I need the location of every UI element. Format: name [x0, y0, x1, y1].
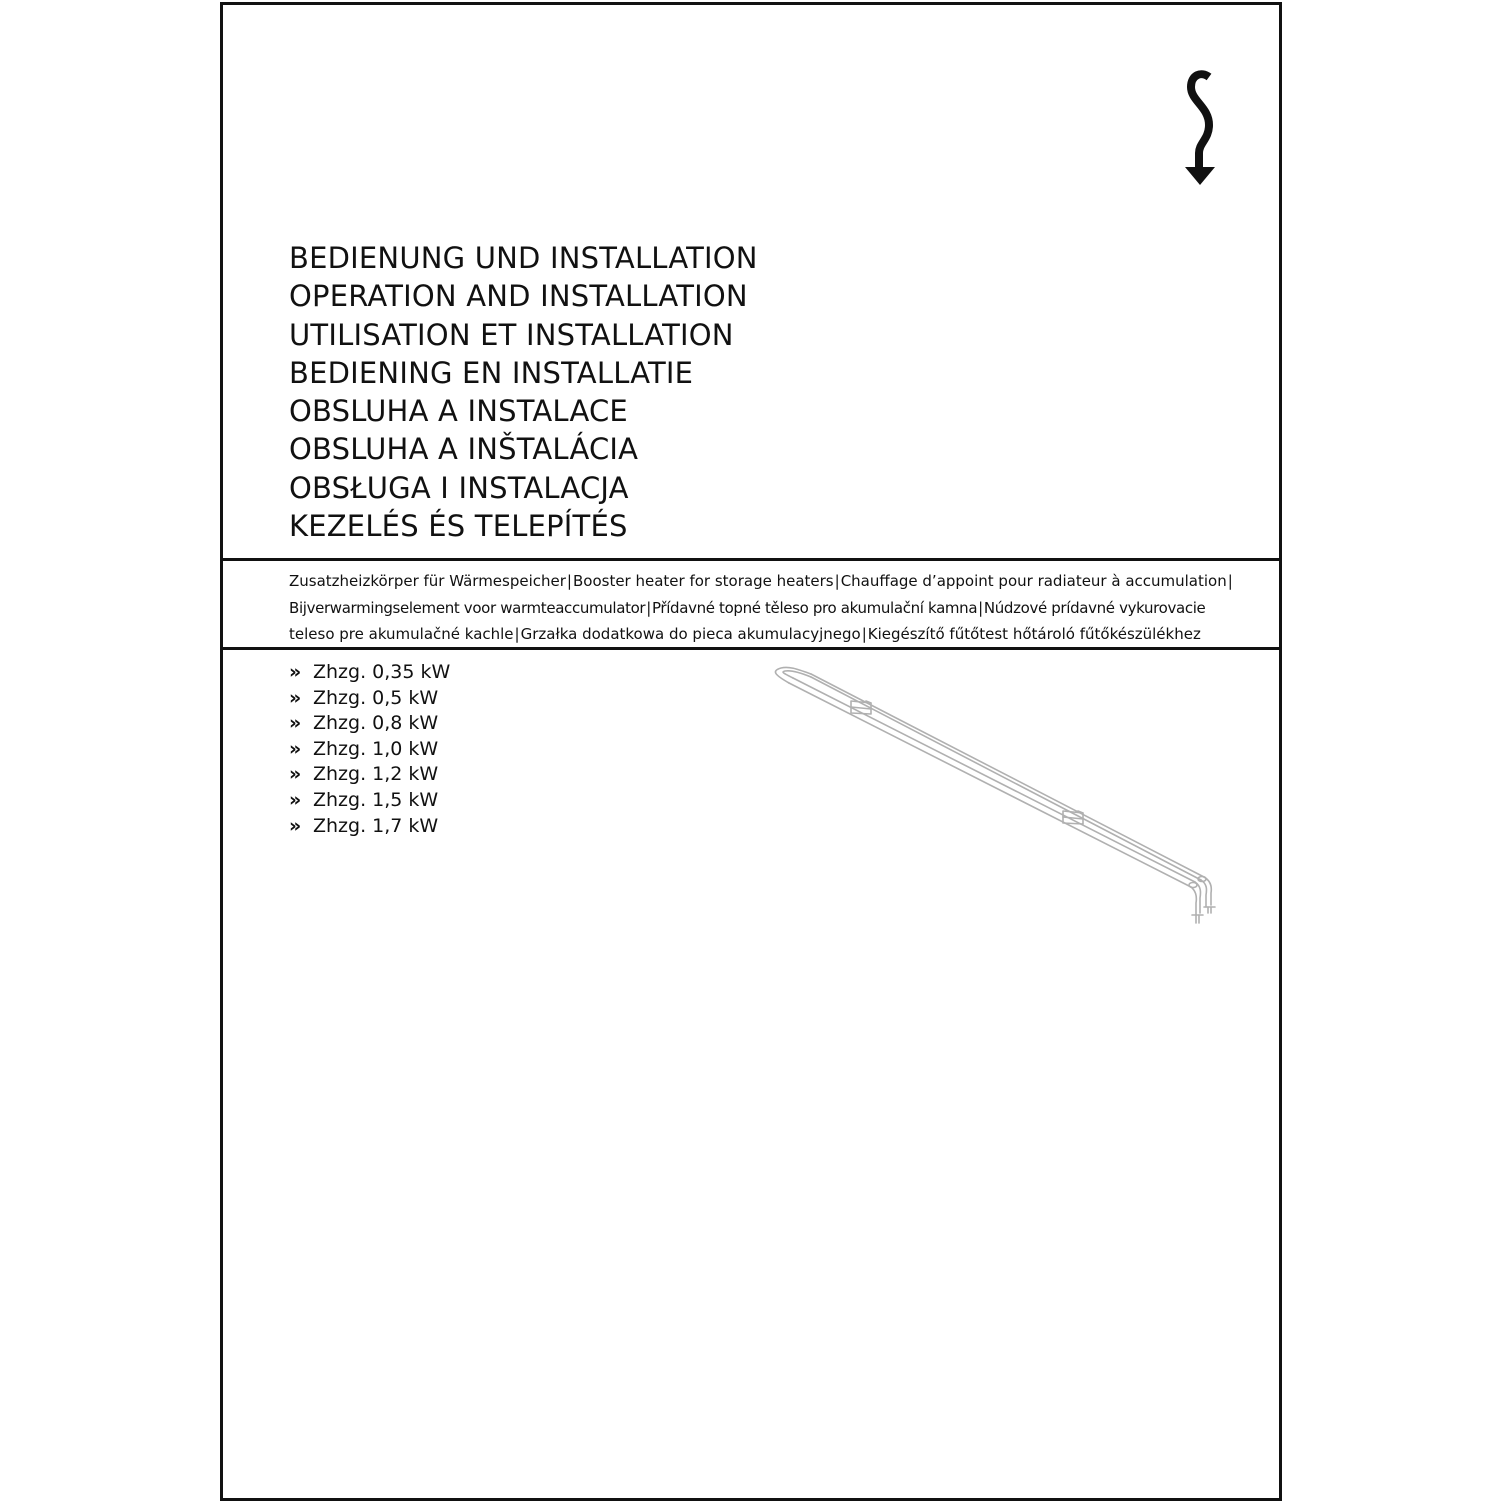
top-divider — [223, 558, 1279, 561]
model-label: Zhzg. 0,8 kW — [313, 712, 439, 735]
separator: | — [514, 625, 520, 643]
subtitle-line — [289, 621, 1249, 648]
subtitle-fr: Chauffage d’appoint pour radiateur à accumulation — [840, 572, 1227, 590]
bullet-icon: » — [289, 763, 302, 786]
product-description — [289, 568, 1249, 648]
title-en: OPERATION AND INSTALLATION — [289, 279, 748, 314]
bottom-divider — [223, 647, 1279, 650]
bullet-icon: » — [289, 661, 302, 683]
subtitle-cs: Přídavné topné těleso pro akumulační kamna — [651, 598, 978, 617]
model-item — [289, 788, 450, 814]
cover-page — [220, 2, 1282, 1501]
stiebel-eltron-logo-icon — [1181, 69, 1221, 189]
model-label: Zhzg. 1,0 kW — [313, 737, 439, 760]
title-hu: KEZELÉS ÉS TELEPÍTÉS — [289, 509, 628, 544]
model-item — [289, 686, 450, 712]
subtitle-pl: Grzałka dodatkowa do pieca akumulacyjnego — [520, 625, 861, 643]
subtitle-line — [289, 568, 1249, 595]
separator: | — [861, 625, 867, 643]
model-item — [289, 814, 450, 840]
bullet-icon: » — [289, 712, 302, 735]
title-fr: UTILISATION ET INSTALLATION — [289, 317, 734, 352]
model-label: Zhzg. 1,7 kW — [313, 814, 439, 837]
model-list — [289, 660, 450, 839]
separator: | — [834, 572, 840, 590]
bullet-icon: » — [289, 737, 302, 760]
separator: | — [978, 598, 983, 617]
title-pl: OBSŁUGA I INSTALACJA — [289, 470, 629, 505]
model-item — [289, 711, 450, 737]
bullet-icon: » — [289, 814, 302, 837]
model-item — [289, 762, 450, 788]
separator: | — [646, 598, 651, 617]
bullet-icon: » — [289, 788, 302, 811]
model-label: Zhzg. 1,2 kW — [313, 763, 439, 786]
subtitle-sk-part1: Núdzové prídavné vykurovacie — [983, 598, 1206, 617]
separator: | — [566, 572, 572, 590]
subtitle-line — [289, 595, 1249, 622]
model-item — [289, 660, 450, 686]
subtitle-nl: Bijverwarmingselement voor warmteaccumulator — [289, 598, 646, 617]
title-nl: BEDIENING EN INSTALLATIE — [289, 355, 694, 390]
subtitle-hu: Kiegészítő fűtőtest hőtároló fűtőkészülékhez — [867, 625, 1201, 643]
separator: | — [1227, 572, 1233, 590]
subtitle-sk-part2: teleso pre akumulačné kachle — [289, 625, 514, 643]
title-cs: OBSLUHA A INSTALACE — [289, 394, 628, 429]
bullet-icon: » — [289, 686, 302, 709]
subtitle-de: Zusatzheizkörper für Wärmespeicher — [289, 572, 566, 590]
title-de: BEDIENUNG UND INSTALLATION — [289, 241, 758, 275]
model-label: Zhzg. 0,35 kW — [313, 661, 451, 683]
title-sk: OBSLUHA A INŠTALÁCIA — [289, 432, 639, 467]
document-titles — [289, 239, 758, 545]
model-label: Zhzg. 0,5 kW — [313, 686, 439, 709]
model-item — [289, 737, 450, 763]
model-label: Zhzg. 1,5 kW — [313, 788, 439, 811]
subtitle-en: Booster heater for storage heaters — [572, 572, 834, 590]
heating-element-drawing — [771, 661, 1221, 931]
